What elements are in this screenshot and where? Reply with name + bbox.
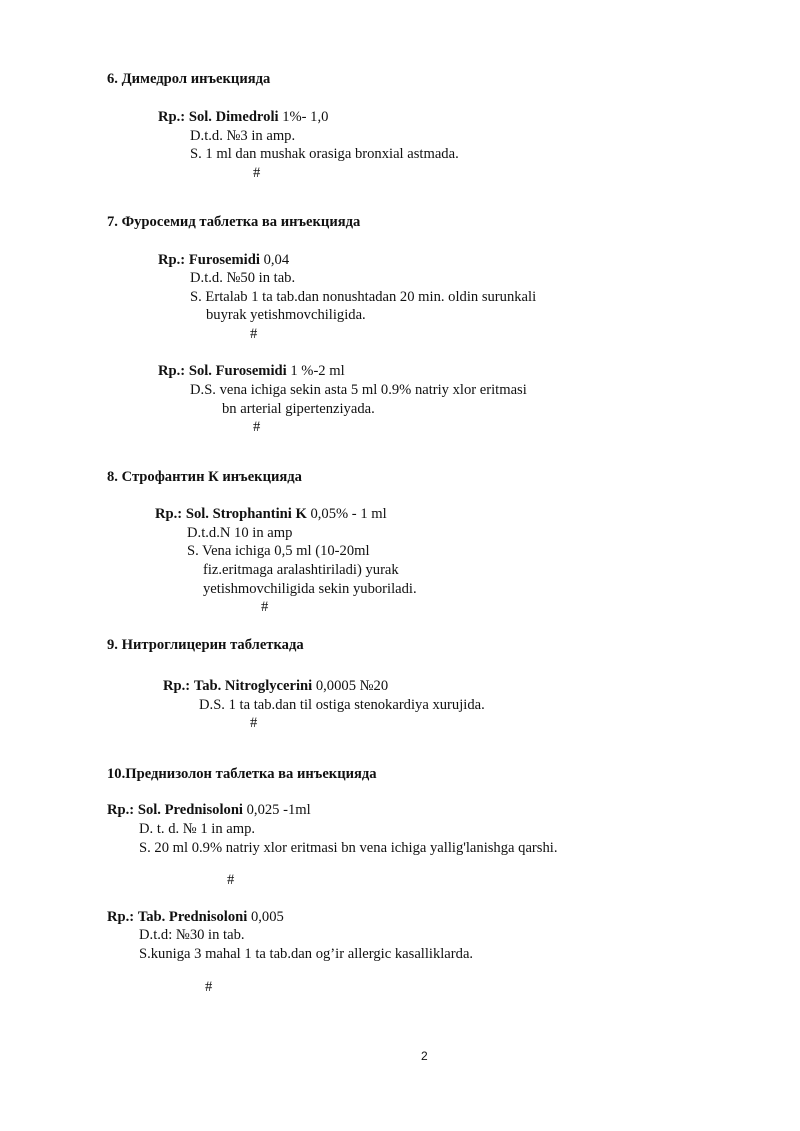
section-heading: 10.Преднизолон таблетка ва инъекцияда bbox=[107, 766, 377, 782]
section-heading: 8. Строфантин К инъекцияда bbox=[107, 469, 302, 485]
drug-name: Tab. Nitroglycerini bbox=[193, 678, 313, 694]
rp-label: Rp.: bbox=[158, 252, 186, 268]
instruction-line: D.t.d. №50 in tab. bbox=[190, 270, 296, 286]
instruction-line: D.t.d.N 10 in amp bbox=[187, 525, 293, 541]
separator-mark: # bbox=[253, 165, 261, 181]
instruction-line: S. 1 ml dan mushak orasiga bronxial astmada. bbox=[190, 146, 459, 162]
instruction-line: S. Vena ichiga 0,5 ml (10-20ml bbox=[187, 543, 370, 559]
drug-dose: 0,05% - 1 ml bbox=[306, 506, 387, 522]
section-heading: 9. Нитроглицерин таблеткада bbox=[107, 637, 304, 653]
separator-mark: # bbox=[227, 872, 235, 888]
drug-name: Sol. Prednisoloni bbox=[137, 802, 243, 818]
drug-name: Sol. Furosemidi bbox=[188, 363, 287, 379]
prescription-line bbox=[107, 801, 311, 819]
prescription-line bbox=[158, 108, 328, 126]
rp-label: Rp.: bbox=[163, 678, 191, 694]
instruction-line: buyrak yetishmovchiligida. bbox=[206, 307, 366, 323]
separator-mark: # bbox=[250, 326, 258, 342]
drug-dose: 0,025 -1ml bbox=[242, 802, 311, 818]
rp-label: Rp.: bbox=[107, 802, 135, 818]
drug-dose: 1%- 1,0 bbox=[278, 109, 329, 125]
prescription-line bbox=[155, 505, 387, 523]
separator-mark: # bbox=[250, 715, 258, 731]
instruction-line: S. 20 ml 0.9% natriy xlor eritmasi bn vena ichiga yallig'lanishga qarshi. bbox=[139, 840, 558, 856]
instruction-line: D.t.d: №30 in tab. bbox=[139, 927, 245, 943]
instruction-line: bn arterial gipertenziyada. bbox=[222, 401, 375, 417]
prescription-line bbox=[158, 251, 289, 269]
drug-dose: 1 %-2 ml bbox=[286, 363, 345, 379]
prescription-line bbox=[158, 362, 345, 380]
rp-label: Rp.: bbox=[158, 363, 186, 379]
drug-name: Tab. Prednisoloni bbox=[137, 909, 248, 925]
separator-mark: # bbox=[261, 599, 269, 615]
section-heading: 7. Фуросемид таблетка ва инъекцияда bbox=[107, 214, 361, 230]
prescription-line bbox=[163, 677, 388, 695]
rp-label: Rp.: bbox=[158, 109, 186, 125]
separator-mark: # bbox=[253, 419, 261, 435]
drug-name: Furosemidi bbox=[188, 252, 260, 268]
drug-name: Sol. Dimedroli bbox=[188, 109, 279, 125]
drug-name: Sol. Strophantini K bbox=[185, 506, 307, 522]
instruction-line: D. t. d. № 1 in amp. bbox=[139, 821, 256, 837]
instruction-line: D.S. vena ichiga sekin asta 5 ml 0.9% natriy xlor eritmasi bbox=[190, 382, 527, 398]
instruction-line: S. Ertalab 1 ta tab.dan nonushtadan 20 min. oldin surunkali bbox=[190, 289, 537, 305]
rp-label: Rp.: bbox=[107, 909, 135, 925]
instruction-line: S.kuniga 3 mahal 1 ta tab.dan og’ir allergic kasalliklarda. bbox=[139, 946, 474, 962]
rp-label: Rp.: bbox=[155, 506, 183, 522]
instruction-line: fiz.eritmaga aralashtiriladi) yurak bbox=[203, 562, 399, 578]
section-heading: 6. Димедрол инъекцияда bbox=[107, 71, 271, 87]
instruction-line: D.S. 1 ta tab.dan til ostiga stenokardiya xurujida. bbox=[199, 697, 485, 713]
drug-dose: 0,0005 №20 bbox=[312, 678, 389, 694]
instruction-line: D.t.d. №3 in amp. bbox=[190, 128, 296, 144]
page-number: 2 bbox=[421, 1049, 428, 1063]
drug-dose: 0,04 bbox=[259, 252, 290, 268]
instruction-line: yetishmovchiligida sekin yuboriladi. bbox=[203, 581, 417, 597]
drug-dose: 0,005 bbox=[247, 909, 284, 925]
separator-mark: # bbox=[205, 979, 213, 995]
prescription-line bbox=[107, 908, 284, 926]
